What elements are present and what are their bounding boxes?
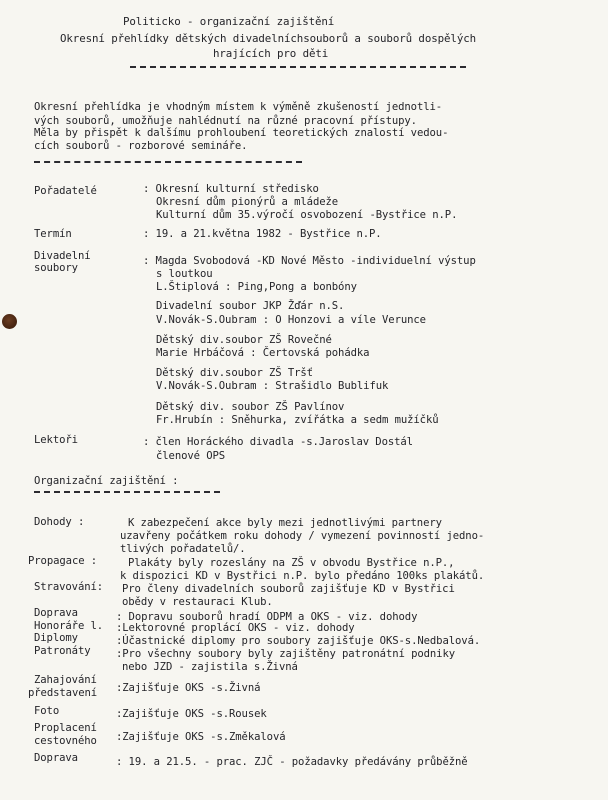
soubory-line: Dětský div. soubor ZŠ Pavlínov <box>156 401 345 413</box>
proplaceni-label: cestovného <box>34 735 97 747</box>
soubory-label: Divadelní <box>34 250 91 262</box>
dohody-line: K zabezpečení akce byly mezi jednotlivými partnery <box>128 517 442 529</box>
soubory-line: L.Štiplová : Ping,Pong a bonbóny <box>156 281 357 293</box>
punch-hole <box>2 314 17 329</box>
dohody-line: tlivých pořadatelů/. <box>120 543 246 555</box>
propagace-line: Plakáty byly rozeslány na ZŠ v obvodu Bystřice n.P., <box>128 557 455 569</box>
poradatele-label: Pořadatelé <box>34 185 97 197</box>
org-rule <box>34 491 220 493</box>
poradatele-line: Kulturní dům 35.výročí osvobození -Bystřice n.P. <box>156 209 458 221</box>
poradatele-line: Okresní dům pionýrů a mládeže <box>156 196 339 208</box>
zahajovani-label: představení <box>28 687 98 699</box>
termin-value: : 19. a 21.května 1982 - Bystřice n.P. <box>143 228 382 240</box>
soubory-label: soubory <box>34 262 78 274</box>
honorare-value: :Lektorovné proplácí OKS - viz. dohody <box>116 622 355 634</box>
doprava-label: Doprava <box>34 607 78 619</box>
intro-line: vých souborů, umožňuje nahlédnutí na různé pracovní přístupy. <box>34 115 417 127</box>
intro-line: Okresní přehlídka je vhodným místem k výměně zkušeností jednotli- <box>34 101 443 113</box>
soubory-line: Divadelní soubor JKP Žďár n.S. <box>156 300 345 312</box>
zahajovani-value: :Zajišťuje OKS -s.Živná <box>116 682 261 694</box>
propagace-label: Propagace : <box>28 555 98 567</box>
org-heading: Organizační zajištění : <box>34 475 179 487</box>
proplaceni-label: Proplacení <box>34 722 97 734</box>
termin-label: Termín <box>34 228 72 240</box>
lektori-label: Lektoři <box>34 434 78 446</box>
propagace-line: k dispozici KD v Bystřici n.P. bylo předáno 100ks plakátů. <box>120 570 485 582</box>
doprava2-value: : 19. a 21.5. - prac. ZJČ - požadavky předávány průběžně <box>116 756 468 768</box>
dohody-label: Dohody : <box>34 516 85 528</box>
soubory-line: Fr.Hrubín : Sněhurka, zvířátka a sedm mužíčků <box>156 414 439 426</box>
lektori-line: členové OPS <box>156 450 226 462</box>
lektori-line: : člen Horáckého divadla -s.Jaroslav Dostál <box>143 436 413 448</box>
proplaceni-value: :Zajišťuje OKS -s.Změkalová <box>116 731 286 743</box>
document-subtitle-line-1: Okresní přehlídky dětských divadelníchsouborů a souborů dospělých <box>60 32 477 45</box>
patronaty-line: nebo JZD - zajistila s.Živná <box>122 661 298 673</box>
foto-label: Foto <box>34 705 60 717</box>
poradatele-line: : Okresní kulturní středisko <box>143 183 319 195</box>
patronaty-line: :Pro všechny soubory byly zajištěny patronátní podniky <box>116 648 456 660</box>
diplomy-value: :Účastnické diplomy pro soubory zajišťuje OKS-s.Nedbalová. <box>116 635 481 647</box>
dohody-line: uzavřeny počátkem roku dohody / vymezení povinností jedno- <box>120 530 485 542</box>
soubory-line: Dětský div.soubor ZŠ Rovečné <box>156 334 332 346</box>
soubory-line: Marie Hrbáčová : Čertovská pohádka <box>156 347 370 359</box>
doprava-value: : Dopravu souborů hradí ODPM a OKS - viz. dohody <box>116 611 418 623</box>
document-title: Politicko - organizační zajištění <box>123 15 335 28</box>
document-subtitle-line-2: hrajících pro děti <box>213 47 329 60</box>
doprava2-label: Doprava <box>34 752 78 764</box>
intro-line: Měla by přispět k dalšímu prohloubení teoretických znalostí vedou- <box>34 127 449 139</box>
soubory-line: Dětský div.soubor ZŠ Tršť <box>156 367 313 379</box>
soubory-line: V.Novák-S.Oubram : O Honzovi a víle Verunce <box>156 314 426 326</box>
stravovani-line: Pro členy divadelních souborů zajišťuje KD v Bystřici <box>122 583 455 595</box>
patronaty-label: Patronáty <box>34 645 91 657</box>
stravovani-line: obědy v restauraci Klub. <box>122 596 273 608</box>
intro-line: cích souborů - rozborové semináře. <box>34 140 248 152</box>
intro-rule <box>34 161 302 163</box>
diplomy-label: Diplomy <box>34 632 78 644</box>
foto-value: :Zajišťuje OKS -s.Rousek <box>116 708 267 720</box>
stravovani-label: Stravování: <box>34 581 104 593</box>
honorare-label: Honoráře l. <box>34 620 104 632</box>
soubory-line: V.Novák-S.Oubram : Strašidlo Bublifuk <box>156 380 389 392</box>
soubory-line: s loutkou <box>156 268 213 280</box>
zahajovani-label: Zahajování <box>34 674 97 686</box>
soubory-line: : Magda Svobodová -KD Nové Město -individuelní výstup <box>143 255 476 267</box>
header-rule <box>130 66 466 68</box>
